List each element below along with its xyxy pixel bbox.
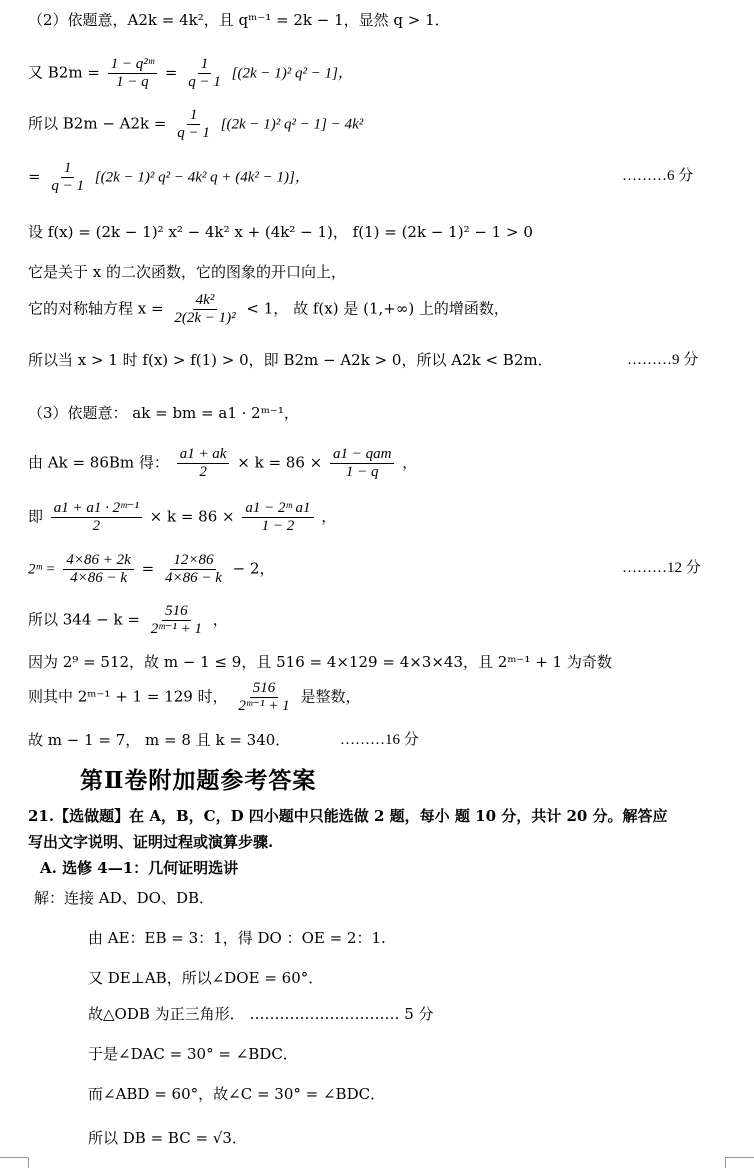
from-tail: ， [402,453,418,472]
ji-tail: ， [321,507,337,526]
q21-line-1: 21.【选做题】在 A，B，C，D 四小题中只能选做 2 题，每小 题 10 分，共计 20 分。解答应 [28,807,668,825]
diff-prefix: 所以 B2m − A2k = [28,114,167,133]
axis-tail: < 1， 故 f(x) 是 (1,+∞) 上的增函数， [246,299,509,318]
final-line: 故 m − 1 = 7， m = 8 且 k = 340． [28,731,291,749]
step3-text: 故△ODB 为正三角形． [88,1005,245,1023]
expanded-formula-line [28,160,310,195]
from-formula-line [28,446,417,481]
from-fraction-1: $\frac{a1 + ak}{2}$ [177,446,230,481]
eq-prefix: = [28,167,41,186]
b2m-formula-line [28,56,353,91]
solution-step-3 [88,1004,434,1024]
part2-conclusion: 所以当 x > 1 时 f(x) > f(1) > 0，即 B2m − A2k > 0，所以 A2k < B2m． [28,351,553,369]
two-prefix: 2ᵐ = [28,561,56,578]
score-12: ………12 分 [622,560,701,576]
diff-fraction: $\frac{1}{q - 1}$ [177,107,210,141]
ji-fraction-1: $\frac{\text{a1 + a1 · 2ᵐ⁻¹}}{2}$ [51,500,142,535]
solution-step-2: 又 DE⊥AB，所以∠DOE = 60°． [88,969,324,987]
b2m-fraction-2: $\frac{1}{q - 1}$ [188,56,221,90]
ji-mid: × k = 86 × [149,507,235,526]
ji-prefix: 即 [28,507,44,526]
two-fraction-1: $\frac{4\times 86 + 2k}{4\times 86 - k}$ [63,552,133,587]
ji-formula-line [28,500,336,535]
part3-intro: （3）依题意： ak = bm = a1 · 2ᵐ⁻¹， [28,404,299,422]
from-fraction-2: $\frac{\text{a1 − qam}}{1 - q}$ [330,446,394,481]
section-a-title: A. 选修 4—1：几何证明选讲 [40,859,239,877]
eq-tail: [(2k − 1)² q² − 4k² q + (4k² − 1)]， [94,169,310,186]
axis-fraction: $\frac{\text{4k²}}{\text{2(2k − 1)²}}$ [174,292,236,326]
score-5: 5 分 [404,1005,434,1023]
score-6: ………6 分 [622,168,694,184]
because-line: 因为 2⁹ = 512，故 m − 1 ≤ 9，且 516 = 4×129 = 4×3×43，且 2ᵐ⁻¹ + 1 为奇数 [28,653,612,671]
solution-step-6: 所以 DB = BC = √3． [88,1129,247,1147]
solution-step-1: 由 AE：EB = 3：1，得 DO ：OE = 2：1. [88,929,386,947]
equals-sign: = [164,63,178,82]
fx-definition: 设 f(x) = (2k − 1)² x² − 4k² x + (4k² − 1)， f(1) = (2k − 1)² − 1 > 0 [28,223,533,241]
diff-formula-line [28,107,363,142]
axis-line [28,292,509,327]
b2m-fraction-1: $\frac{\text{1 − q²ᵐ}}{1 - q}$ [108,56,157,91]
so-prefix: 所以 344 − k = [28,610,140,629]
page-corner-right [725,1157,754,1168]
page-corner-left [0,1157,29,1168]
so-tail: ， [212,610,228,629]
two-eq: = [141,559,155,578]
solution-intro: 解：连接 AD、DO、DB． [34,889,215,907]
then-tail: 是整数， [300,687,361,706]
score-9: ………9 分 [627,352,699,368]
appendix-heading: 第Ⅱ卷附加题参考答案 [80,767,317,794]
q21-line-2: 写出文字说明、证明过程或演算步骤. [28,833,274,851]
two-tail: − 2， [232,559,275,578]
part2-intro: （2）依题意，A2k = 4k²，且 qᵐ⁻¹ = 2k − 1，显然 q > 1． [28,11,450,29]
axis-prefix: 它的对称轴方程 x = [28,299,164,318]
step3-dots: ………………………… [249,1005,400,1023]
so-fraction: $\frac{516}{\text{2ᵐ⁻¹ + 1}}$ [150,603,203,637]
ji-fraction-2: $\frac{\text{a1 − 2ᵐ a1}}{1 - 2}$ [242,500,313,535]
solution-step-4: 于是∠DAC = 30° = ∠BDC． [88,1045,298,1063]
diff-tail: [(2k − 1)² q² − 1] − 4k² [220,116,364,133]
two-power-line [28,552,275,587]
from-mid: × k = 86 × [237,453,323,472]
from-prefix: 由 Ak = 86Bm 得： [28,453,169,472]
two-fraction-2: $\frac{12\times 86}{4\times 86 - k}$ [164,552,222,586]
then-prefix: 则其中 2ᵐ⁻¹ + 1 = 129 时， [28,687,228,706]
so-line [28,603,228,638]
solution-step-5: 而∠ABD = 60°，故∠C = 30° = ∠BDC． [88,1085,386,1103]
eq-fraction: $\frac{1}{q - 1}$ [51,160,84,194]
score-16: ………16 分 [340,732,419,748]
b2m-tail: [(2k − 1)² q² − 1]， [231,65,353,82]
parabola-statement: 它是关于 x 的二次函数，它的图象的开口向上， [28,263,346,281]
then-fraction: $\frac{516}{\text{2ᵐ⁻¹ + 1}}$ [238,680,290,714]
then-line [28,680,360,715]
b2m-prefix: 又 B2m = [28,63,100,82]
